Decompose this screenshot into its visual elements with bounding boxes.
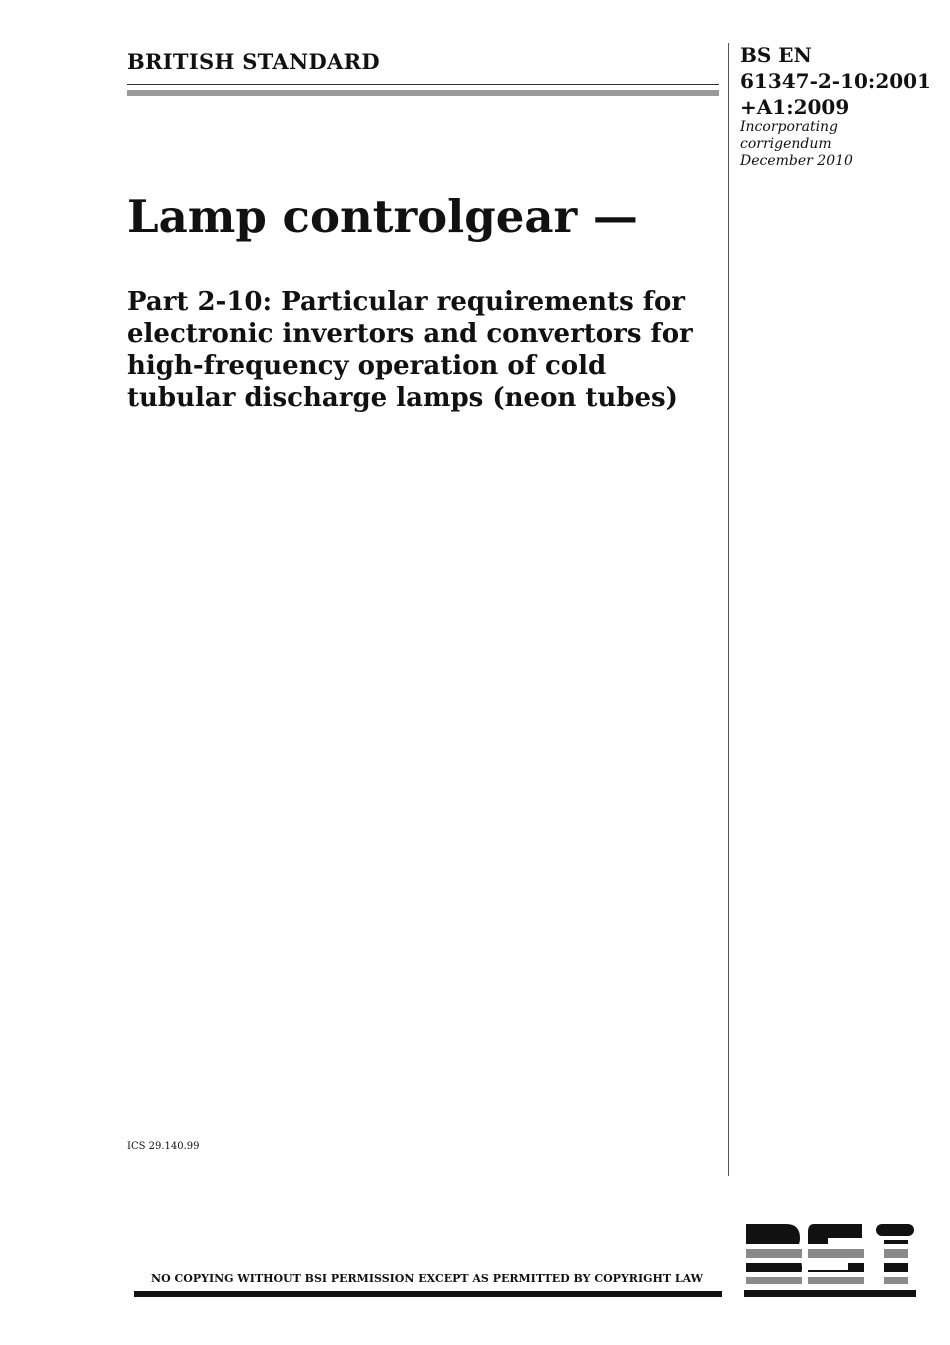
standard-number-line: BS EN (740, 43, 812, 67)
document-subtitle (127, 286, 727, 414)
amendment-note-line: corrigendum (740, 136, 832, 152)
document-series-label: BRITISH STANDARD (127, 49, 380, 74)
subtitle-line: tubular discharge lamps (neon tubes) (127, 383, 678, 413)
amendment-note (740, 119, 853, 170)
document-title: Lamp controlgear — (127, 190, 638, 243)
ics-code: ICS 29.140.99 (127, 1141, 200, 1152)
footer-rule (134, 1291, 722, 1297)
subtitle-line: Part 2-10: Particular requirements for (127, 287, 685, 317)
copyright-notice: NO COPYING WITHOUT BSI PERMISSION EXCEPT AS PERMITTED BY COPYRIGHT LAW (151, 1272, 703, 1285)
standard-number-line: +A1:2009 (740, 95, 850, 119)
standard-number-line: 61347-2-10:2001 (740, 69, 931, 93)
column-divider (728, 43, 729, 1176)
header-rule-thin (127, 84, 719, 85)
standard-number (740, 42, 931, 120)
subtitle-line: high-frequency operation of cold (127, 351, 607, 381)
subtitle-line: electronic invertors and convertors for (127, 319, 693, 349)
amendment-note-line: Incorporating (740, 119, 839, 135)
bsi-logo-icon (744, 1222, 916, 1297)
header-rule-thick (127, 90, 719, 96)
amendment-note-line: December 2010 (740, 153, 853, 169)
